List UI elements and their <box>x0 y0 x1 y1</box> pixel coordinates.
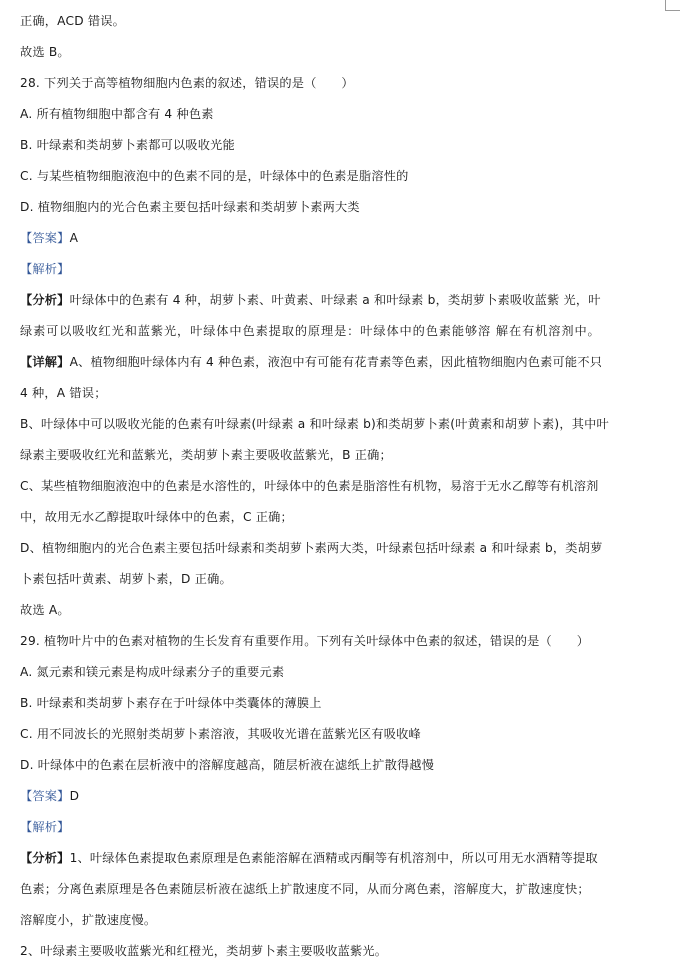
line-text: C. 用不同波长的光照射类胡萝卜素溶液，其吸收光谱在蓝紫光区有吸收峰 <box>20 727 421 741</box>
question-29-option-d <box>20 750 676 781</box>
detail-label: 【详解】 <box>20 355 70 369</box>
line-text: C、某些植物细胞液泡中的色素是水溶性的，叶绿体中的色素是脂溶性有机物，易溶于无水乙醇等有机溶剂 <box>20 479 599 493</box>
analysis-line <box>20 316 676 347</box>
line-text: 溶解度小，扩散速度慢。 <box>20 913 157 927</box>
line-text: B、叶绿体中可以吸收光能的色素有叶绿素(叶绿素 a 和叶绿素 b)和类胡萝卜素(叶黄素和胡萝卜素)，其中叶 <box>20 417 609 431</box>
line-text: 中，故用无水乙醇提取叶绿体中的色素，C 正确； <box>20 510 293 524</box>
analysis-line <box>20 905 676 936</box>
question-29-stem <box>20 626 676 657</box>
analysis-label: 【分析】 <box>20 293 70 307</box>
line-text: D、植物细胞内的光合色素主要包括叶绿素和类胡萝卜素两大类，叶绿素包括叶绿素 a 和叶绿素 b，类胡萝 <box>20 541 603 555</box>
line-text: D. 叶绿体中的色素在层析液中的溶解度越高，随层析液在滤纸上扩散得越慢 <box>20 758 435 772</box>
detail-line <box>20 471 676 502</box>
question-28-option-a <box>20 99 676 130</box>
line-text: 绿素主要吸收红光和蓝紫光，类胡萝卜素主要吸收蓝紫光，B 正确； <box>20 448 392 462</box>
conclusion-line <box>20 595 676 626</box>
analysis-line <box>20 285 676 316</box>
line-text: 绿素可以吸收红光和蓝紫光，叶绿体中色素提取的原理是：叶绿体中的色素能够溶 解在有机溶剂中。 <box>20 324 601 338</box>
detail-line <box>20 440 676 471</box>
line-text: D. 植物细胞内的光合色素主要包括叶绿素和类胡萝卜素两大类 <box>20 200 360 214</box>
analysis-tag: 【解析】 <box>20 820 70 834</box>
question-28-option-b <box>20 130 676 161</box>
line-text: A、植物细胞叶绿体内有 4 种色素，液泡中有可能有花青素等色素，因此植物细胞内色素可能不只 <box>69 355 603 369</box>
text-line <box>20 37 676 68</box>
line-text: A. 所有植物细胞中都含有 4 种色素 <box>20 107 214 121</box>
answer-tag: 【答案】 <box>20 789 70 803</box>
line-text: 2、叶绿素主要吸收蓝紫光和红橙光，类胡萝卜素主要吸收蓝紫光。 <box>20 944 388 958</box>
line-text: 故选 B。 <box>20 45 70 59</box>
answer-tag: 【答案】 <box>20 231 70 245</box>
answer-value: D <box>69 789 80 803</box>
question-28-option-d <box>20 192 676 223</box>
detail-line <box>20 347 676 378</box>
detail-line <box>20 502 676 533</box>
question-28-option-c <box>20 161 676 192</box>
line-text: B. 叶绿素和类胡萝卜素都可以吸收光能 <box>20 138 235 152</box>
line-text: 28. 下列关于高等植物细胞内色素的叙述，错误的是（ ） <box>20 76 354 90</box>
line-text: 29. 植物叶片中的色素对植物的生长发育有重要作用。下列有关叶绿体中色素的叙述，错误的是（ ） <box>20 634 590 648</box>
question-29-option-a <box>20 657 676 688</box>
detail-line <box>20 378 676 409</box>
answer-value: A <box>69 231 79 245</box>
question-28-stem <box>20 68 676 99</box>
detail-line <box>20 564 676 595</box>
question-29-option-b <box>20 688 676 719</box>
line-text: B. 叶绿素和类胡萝卜素存在于叶绿体中类囊体的薄膜上 <box>20 696 322 710</box>
analysis-line <box>20 843 676 874</box>
analysis-heading <box>20 254 676 285</box>
line-text: 卜素包括叶黄素、胡萝卜素，D 正确。 <box>20 572 232 586</box>
analysis-label: 【分析】 <box>20 851 70 865</box>
analysis-line <box>20 874 676 905</box>
detail-line <box>20 533 676 564</box>
analysis-heading <box>20 812 676 843</box>
document-content <box>20 6 676 967</box>
analysis-line <box>20 936 676 967</box>
line-text: 故选 A。 <box>20 603 70 617</box>
answer-line <box>20 781 676 812</box>
question-29-option-c <box>20 719 676 750</box>
line-text: 色素；分离色素原理是各色素随层析液在滤纸上扩散速度不同，从而分离色素，溶解度大，扩散速度快； <box>20 882 590 896</box>
line-text: 正确，ACD 错误。 <box>20 14 126 28</box>
answer-line <box>20 223 676 254</box>
analysis-tag: 【解析】 <box>20 262 70 276</box>
detail-line <box>20 409 676 440</box>
line-text: 4 种，A 错误； <box>20 386 107 400</box>
line-text: C. 与某些植物细胞液泡中的色素不同的是，叶绿体中的色素是脂溶性的 <box>20 169 409 183</box>
line-text: 1、叶绿体色素提取色素原理是色素能溶解在酒精或丙酮等有机溶剂中，所以可用无水酒精等提取 <box>69 851 598 865</box>
line-text: 叶绿体中的色素有 4 种，胡萝卜素、叶黄素、叶绿素 a 和叶绿素 b，类胡萝卜素吸收蓝紫 光，叶 <box>69 293 601 307</box>
line-text: A. 氮元素和镁元素是构成叶绿素分子的重要元素 <box>20 665 285 679</box>
text-line <box>20 6 676 37</box>
